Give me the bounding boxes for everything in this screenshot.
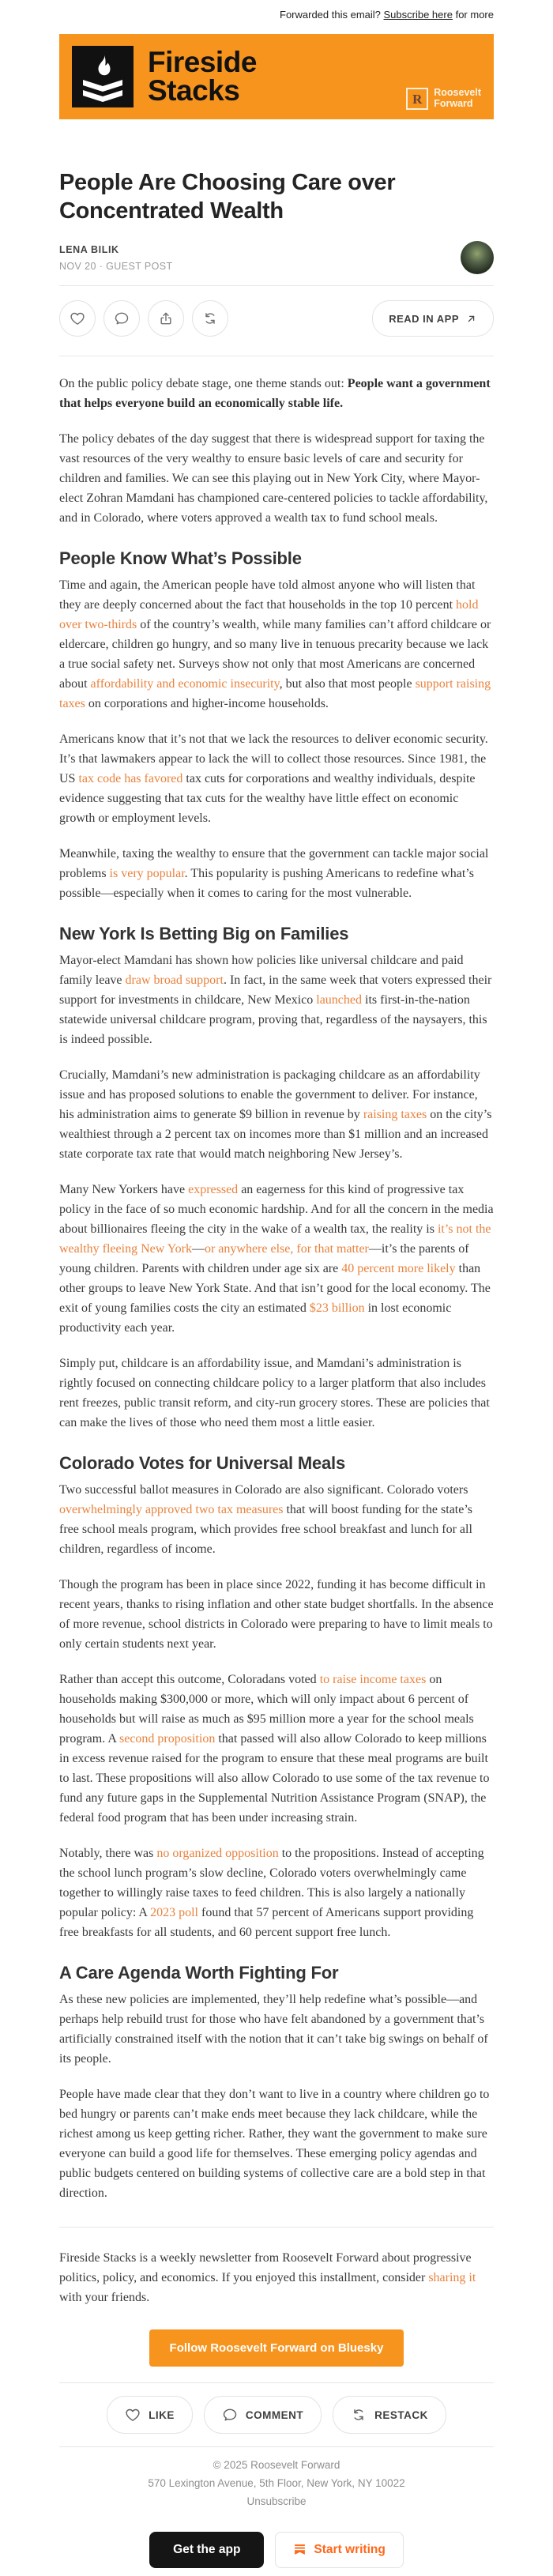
get-app-button[interactable]: Get the app (149, 2532, 264, 2568)
text-run: The policy debates of the day suggest that there is widespread support for taxing the vast resources of the very wealthy to ensure basic levels of care and security for children and families. We can see this playing out in New York City, where Mayor-elect Zohran Mamdani has championed care-centered policies to tackle affordability, and in Colorado, where voters approved a wealth tax to fund school meals. (59, 432, 488, 525)
unsubscribe-link[interactable]: Unsubscribe (246, 2495, 307, 2508)
paragraph (59, 1480, 494, 1559)
like-pill[interactable] (107, 2396, 193, 2434)
action-bar (59, 286, 494, 356)
post-date: NOV 20 · GUEST POST (59, 260, 173, 272)
text-run: its first-in-the-nation statewide universal childcare program, proving that, regardless of the naysayers, this is indeed possible. (59, 993, 487, 1046)
comment-pill[interactable] (204, 2396, 322, 2434)
comment-label: COMMENT (245, 2408, 304, 2421)
cta-row (59, 2329, 494, 2367)
brand-name: Fireside Stacks (148, 46, 257, 107)
inline-link[interactable]: $23 billion (309, 1301, 365, 1315)
section-heading: People Know What’s Possible (59, 548, 302, 568)
share-icon (158, 311, 174, 326)
inline-link[interactable]: 2023 poll (150, 1906, 198, 1919)
like-button[interactable] (59, 300, 96, 337)
inline-link[interactable]: affordability and economic insecurity (90, 677, 280, 691)
text-run: tax cuts for corporations and wealthy individuals, despite evidence suggesting that tax cuts for the wealthy have little effect on economic growth or employment levels. (59, 772, 476, 825)
inline-link[interactable]: no organized opposition (156, 1847, 279, 1860)
byline-text (59, 244, 173, 272)
paragraph (59, 374, 494, 413)
article-body (59, 356, 494, 2307)
flame-and-stacks-icon (72, 46, 134, 107)
author-name: LENA BILIK (59, 243, 119, 255)
text-run: an eagerness for this kind of progressive tax policy in the face of so much economic hardship. And for all the concern in the media about billionaires fleeing the city in the wake of a wealth tax, the reality is (59, 1183, 494, 1236)
paragraph (59, 575, 494, 714)
inline-link[interactable]: second proposition (119, 1732, 216, 1746)
text-run: than other groups to leave New York State. And that isn’t good for the local economy. The exit of young families costs the city an estimated (59, 1262, 491, 1315)
paragraph (59, 1575, 494, 1654)
text-run: on households making $300,000 or more, which will only impact about 6 percent of households but will raise as much as $95 million more a year for the school meals program. A (59, 1673, 474, 1746)
divider (59, 2227, 494, 2228)
inline-link[interactable]: to raise income taxes (319, 1673, 427, 1686)
like-label: LIKE (149, 2408, 175, 2421)
inline-link[interactable]: launched (316, 993, 362, 1007)
paragraph (59, 844, 494, 903)
comment-button[interactable] (103, 300, 140, 337)
bold-text: People want a government that helps everyone build an economically stable life. (59, 377, 491, 410)
text-run: to the propositions. Instead of accepting the school lunch program’s slow decline, Colorado voters overwhelmingly came together to willingly raise taxes to feed children. This is also largely a nationally popular policy: A (59, 1847, 484, 1919)
text-run: Time and again, the American people have told almost anyone who will listen that they are deeply concerned about the fact that households in the top 10 percent (59, 578, 476, 612)
paragraph (59, 2085, 494, 2203)
text-run: On the public policy debate stage, one theme stands out: (59, 377, 348, 390)
text-run: As these new policies are implemented, they’ll help redefine what’s possible—and perhaps help rebuild trust for those who have felt abandoned by a government that’s artificially constrained itself with the notion that it can’t take big swings on behalf of its people. (59, 1993, 488, 2066)
roosevelt-forward-logo (406, 88, 481, 110)
text-run: Many New Yorkers have (59, 1183, 189, 1196)
read-in-app-label: READ IN APP (389, 312, 459, 325)
text-run: Simply put, childcare is an affordability issue, and Mamdani’s administration is rightly focused on connecting childcare policy to a larger platform that also includes rent freezes, public transit reform, and city-run grocery stores. These are policies that can make the lives of those who need them most a little easier. (59, 1357, 490, 1429)
paragraph (59, 1990, 494, 2069)
inline-link[interactable]: 40 percent more likely (341, 1262, 456, 1275)
substack-flag-icon (293, 2543, 307, 2556)
newsletter-banner[interactable] (59, 34, 494, 119)
avatar[interactable] (461, 241, 494, 274)
text-run: People have made clear that they don’t want to live in a country where children go to bed hungry or parents can’t make ends meet because they lack childcare, while the richest among us keep getting richer. Rather, they want the government to make sure everyone can build a good life for themselves. These emerging policy agendas and public budgets centered on building systems of collective care are a bold step in that direction. (59, 2088, 490, 2200)
inline-link[interactable]: overwhelmingly approved two tax measures (59, 1503, 284, 1516)
text-run: found that 57 percent of Americans support providing free breakfasts for all students, and 60 percent support free lunch. (59, 1906, 474, 1939)
app-buttons (59, 2532, 494, 2576)
legal-footer (59, 2456, 494, 2511)
inline-link[interactable]: is very popular (109, 867, 185, 880)
comment-icon (222, 2407, 238, 2423)
paragraph (59, 429, 494, 528)
paragraph (59, 2248, 494, 2307)
address: 570 Lexington Avenue, 5th Floor, New York, NY 10022 (148, 2477, 405, 2490)
text-run: that will boost funding for the state’s free school meals program, which provides free school breakfast and lunch for all children, regardless of income. (59, 1503, 473, 1556)
heart-icon (70, 311, 85, 326)
paragraph (59, 1843, 494, 1942)
inline-link[interactable]: raising taxes (363, 1108, 427, 1121)
restack-icon (351, 2407, 367, 2423)
text-run: on corporations and higher-income households. (85, 697, 329, 710)
engagement-bar (59, 2383, 494, 2446)
read-in-app-button[interactable] (372, 300, 494, 337)
text-run: . In fact, in the same week that voters expressed their support for investments in childcare, New Mexico (59, 974, 492, 1007)
text-run: —it’s the parents of young children. Parents with children under age six are (59, 1242, 469, 1275)
inline-link[interactable]: it’s not the wealthy fleeing New York (59, 1222, 491, 1256)
post-title: People Are Choosing Care over Concentrated Wealth (59, 170, 396, 224)
forward-note-prefix: Forwarded this email? (280, 9, 381, 21)
text-run: of the country’s wealth, while many families can’t afford childcare or eldercare, children go hungry, and so many live in tenuous precarity because we lack a true social safety net. Surveys show not only that most Americans are concerned about (59, 618, 491, 691)
text-run: on the city’s wealthiest through a 2 percent tax on incomes more than $1 million and an increased state corporate tax rate that would match neighboring New Jersey’s. (59, 1108, 492, 1161)
arrow-up-right-icon (465, 313, 477, 325)
comment-icon (114, 311, 130, 326)
inline-link[interactable]: expressed (188, 1183, 239, 1196)
paragraph (59, 1354, 494, 1433)
text-run: Mayor-elect Mamdani has shown how policies like universal childcare and paid family leave (59, 954, 464, 987)
text-run: Crucially, Mamdani’s new administration is packaging childcare as an affordability issue and has proposed solutions to enable the government to deliver. For instance, his administration aims to generate $9 billion in revenue by (59, 1068, 480, 1121)
text-run: Rather than accept this outcome, Coloradans voted (59, 1673, 320, 1686)
copyright: © 2025 Roosevelt Forward (213, 2459, 340, 2471)
subscribe-link[interactable]: Subscribe here (383, 9, 453, 21)
text-run: that passed will also allow Colorado to keep millions in excess revenue raised for the program to ensure that these meal programs are built to last. These propositions will also allow Colorado to use some of the tax revenue to fund any future gaps in the Supplemental Nutrition Assistance Program (SNAP), the federal food program that has been under increasing strain. (59, 1732, 490, 1825)
forward-note (59, 0, 494, 21)
restack-button[interactable] (192, 300, 228, 337)
text-run: with your friends. (59, 2291, 150, 2304)
inline-link[interactable]: support raising taxes (59, 677, 491, 710)
follow-bluesky-button[interactable]: Follow Roosevelt Forward on Bluesky (149, 2329, 404, 2367)
inline-link[interactable]: tax code has favored (78, 772, 183, 785)
paragraph (59, 1065, 494, 1164)
heart-icon (125, 2407, 141, 2423)
roosevelt-forward-name: Roosevelt Forward (434, 87, 481, 109)
roosevelt-r-monogram: R (406, 88, 428, 110)
start-writing-label: Start writing (314, 2542, 386, 2556)
text-run: Though the program has been in place since 2022, funding it has become difficult in recent years, thanks to rising inflation and other state budget shortfalls. In the absence of more revenue, school districts in Colorado were preparing to have to limit meals to only certain students next year. (59, 1578, 494, 1651)
text-run: Americans know that it’s not that we lack the resources to deliver economic security. It’s that lawmakers appear to lack the will to collect those resources. Since 1981, the US (59, 733, 488, 785)
start-writing-button[interactable] (275, 2532, 403, 2568)
text-run: Two successful ballot measures in Colorado are also significant. Colorado voters (59, 1483, 468, 1497)
restack-pill[interactable] (333, 2396, 446, 2434)
text-run: Meanwhile, taxing the wealthy to ensure that the government can tackle major social problems (59, 847, 489, 880)
paragraph (59, 951, 494, 1049)
paragraph (59, 1180, 494, 1338)
text-run: — (191, 1242, 205, 1256)
inline-link[interactable]: sharing it (428, 2271, 476, 2284)
text-run: , but also that most people (279, 677, 416, 691)
email-body (59, 0, 494, 2576)
byline (59, 241, 494, 274)
section-heading: A Care Agenda Worth Fighting For (59, 1963, 339, 1983)
divider (59, 2446, 494, 2447)
section-heading: New York Is Betting Big on Families (59, 924, 349, 943)
forward-note-suffix: for more (455, 9, 494, 21)
text-run: in lost economic productivity each year. (59, 1301, 452, 1335)
restack-label: RESTACK (374, 2408, 428, 2421)
inline-link[interactable]: draw broad support (125, 974, 224, 987)
text-run: Notably, there was (59, 1847, 157, 1860)
section-heading: Colorado Votes for Universal Meals (59, 1453, 346, 1473)
restack-icon (202, 311, 218, 326)
paragraph (59, 1670, 494, 1828)
text-run: Fireside Stacks is a weekly newsletter from Roosevelt Forward about progressive politics, policy, and economics. If you enjoyed this installment, consider (59, 2251, 472, 2284)
paragraph (59, 729, 494, 828)
share-button[interactable] (148, 300, 184, 337)
inline-link[interactable]: or anywhere else, for that matter (204, 1242, 369, 1256)
text-run: . This popularity is pushing Americans to redefine what’s possible—especially when it comes to caring for the most vulnerable. (59, 867, 474, 900)
inline-link[interactable]: hold over two-thirds (59, 598, 479, 631)
